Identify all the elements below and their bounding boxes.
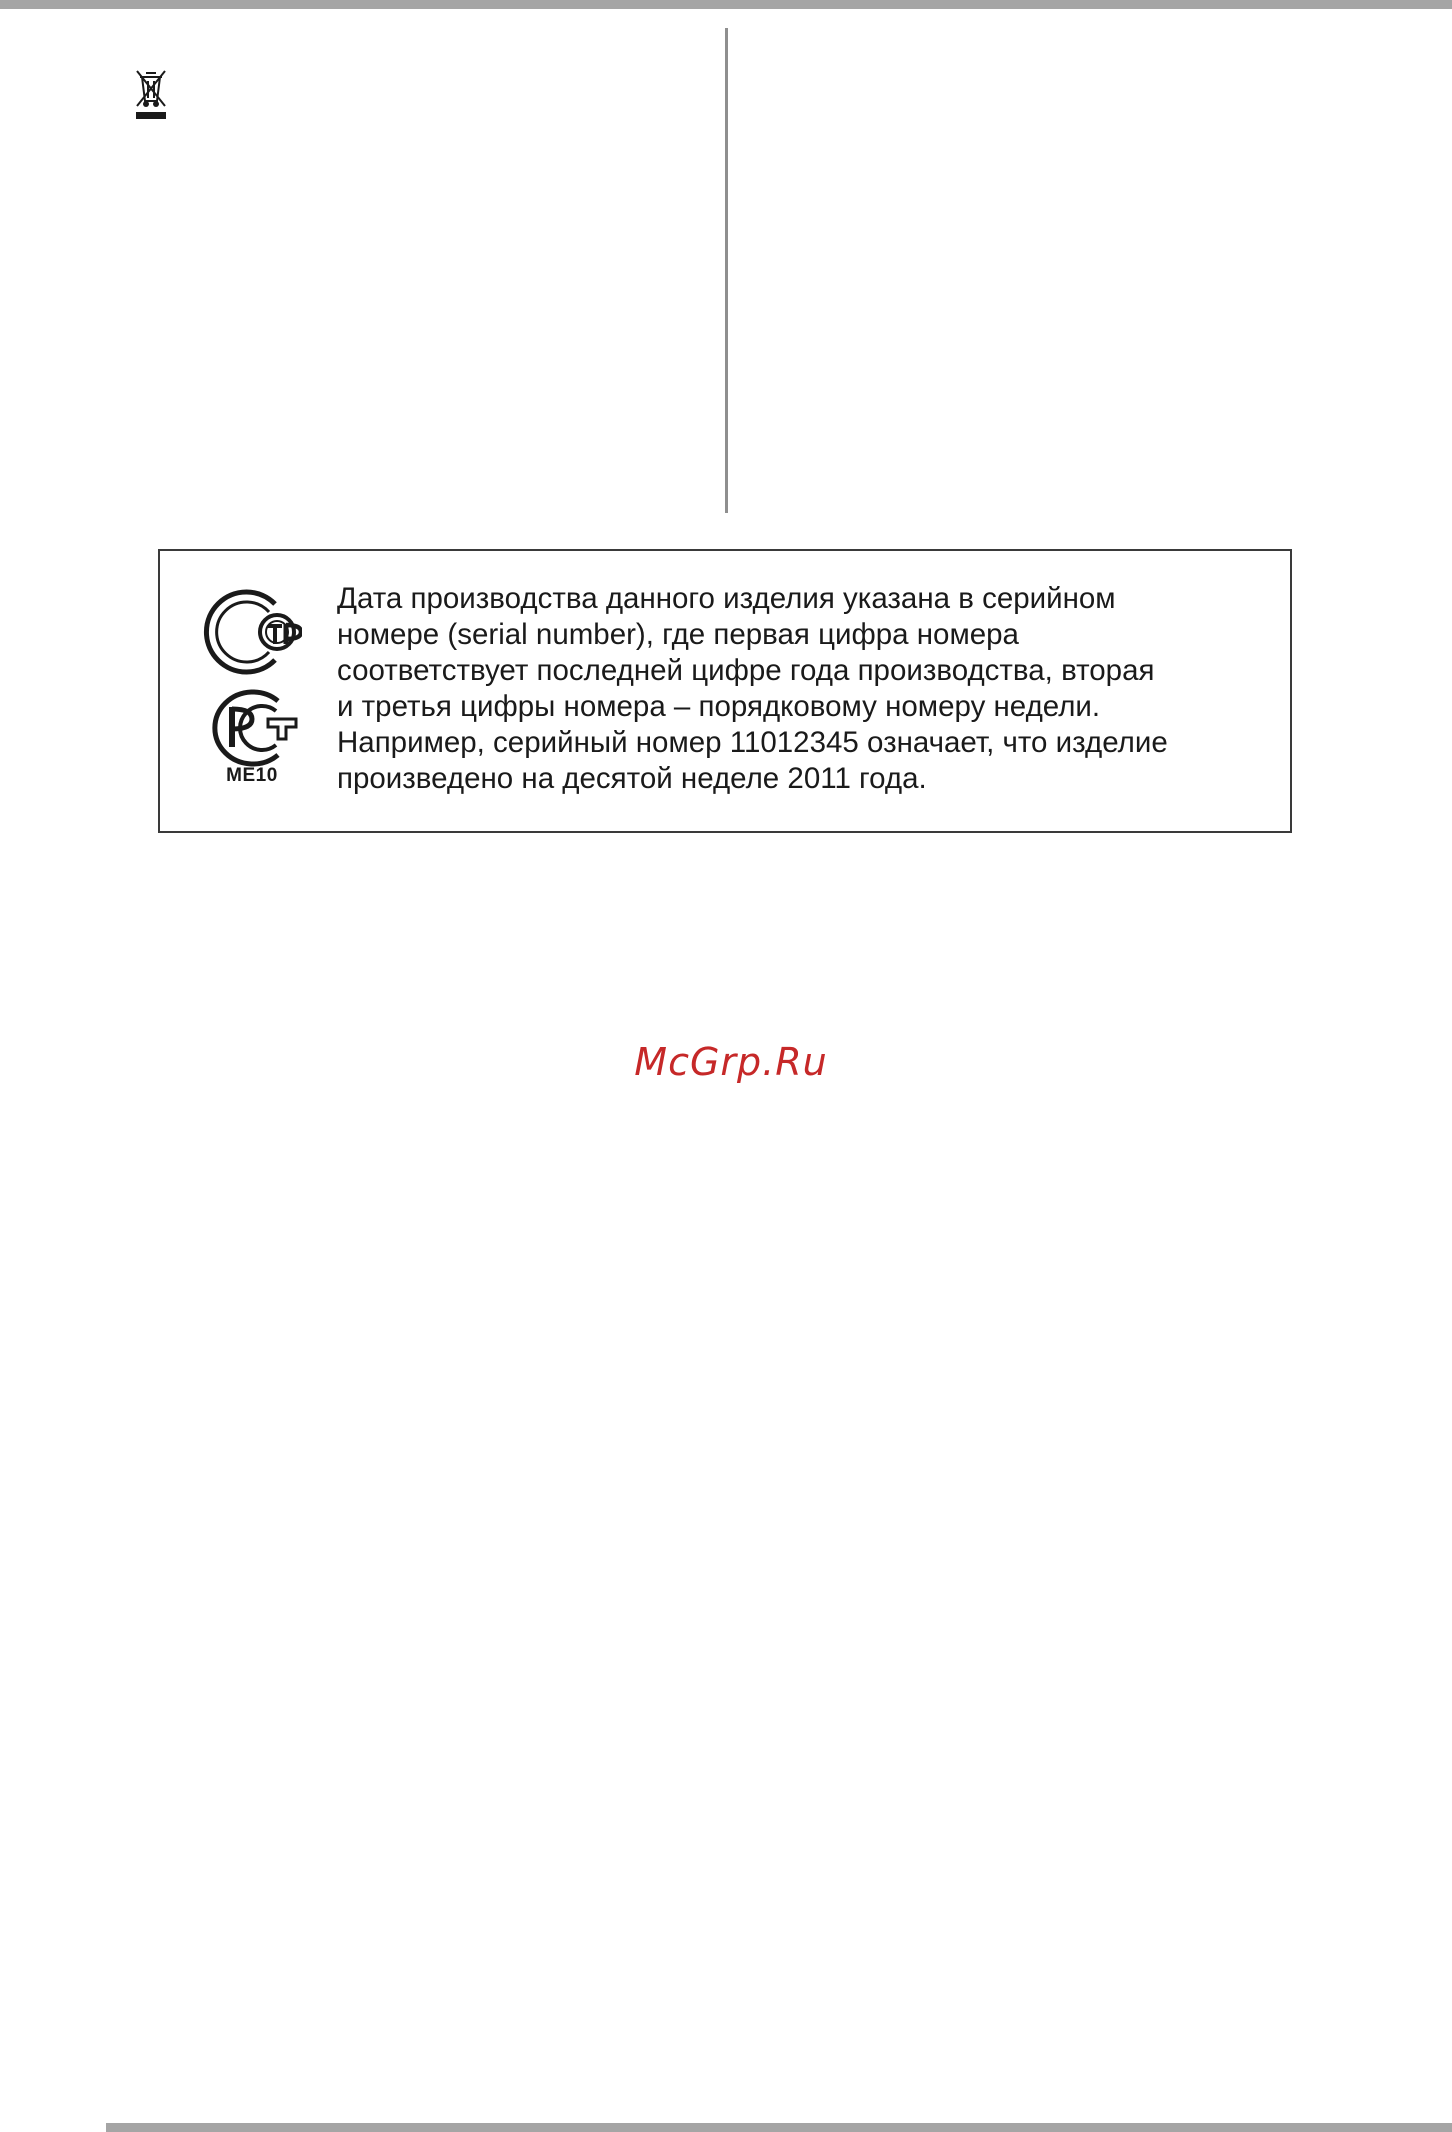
certification-marks <box>202 587 302 807</box>
production-date-notice-text <box>337 581 1277 797</box>
pct-gost-r-mark-icon <box>202 687 302 769</box>
bottom-rule <box>106 2123 1452 2132</box>
notice-line: номере (serial number), где первая цифра номера <box>337 618 1019 651</box>
notice-line: произведено на десятой неделе 2011 года. <box>337 762 927 795</box>
watermark-link[interactable]: McGrp.Ru <box>634 1040 828 1084</box>
notice-line: Например, серийный номер 11012345 означает, что изделие <box>337 726 1168 759</box>
crossed-out-wheelie-bin-icon <box>133 68 169 124</box>
notice-line: Дата производства данного изделия указана в серийном <box>337 582 1116 615</box>
eac-conformity-mark-icon <box>202 587 302 677</box>
notice-line: соответствует последней цифре года производства, вторая <box>337 654 1155 687</box>
certification-code: ME10 <box>226 765 278 786</box>
column-divider <box>725 28 728 513</box>
notice-line: и третья цифры номера – порядковому номеру недели. <box>337 690 1101 723</box>
production-date-notice-box <box>158 549 1292 833</box>
top-rule <box>0 0 1452 9</box>
